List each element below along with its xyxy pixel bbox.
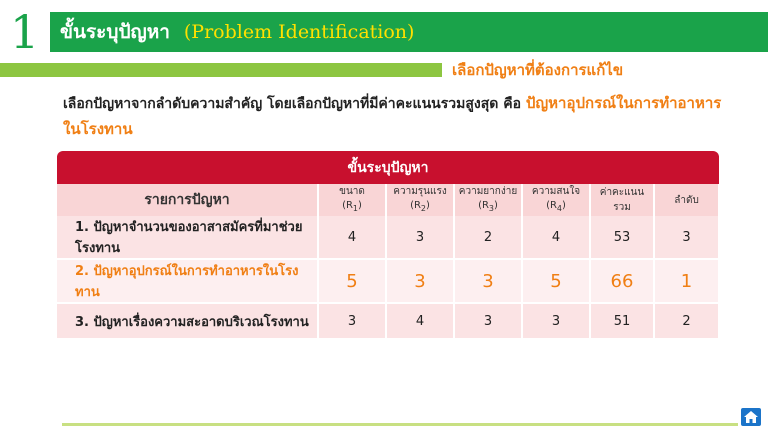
crit-label: ความรุนแรง	[393, 185, 447, 197]
row-rank: 3	[654, 216, 719, 259]
title-thai: ขั้นระบุปัญหา	[60, 21, 170, 43]
col-header-total: ค่าคะแนนรวม	[590, 184, 654, 216]
crit-label: ความสนใจ	[531, 185, 581, 197]
description-highlight: ปัญหาอุปกรณ์ในการทำอาหารในโรงทาน	[63, 94, 722, 138]
crit-label: ขนาด	[339, 185, 365, 197]
row-total: 51	[590, 303, 654, 339]
row-item: 1. ปัญหาจำนวนของอาสาสมัครที่มาช่วยโรงทาน	[57, 216, 318, 259]
col-header-rank: ลำดับ	[654, 184, 719, 216]
row-r2: 3	[386, 216, 454, 259]
col-header-r1: ขนาด $(R_1)$	[318, 184, 386, 216]
col-header-r4: ความสนใจ $(R_4)$	[522, 184, 590, 216]
footer-line	[62, 423, 738, 426]
row-rank: 2	[654, 303, 719, 339]
row-r3: 3	[454, 303, 522, 339]
row-total: 66	[590, 259, 654, 303]
table-caption: ขั้นระบุปัญหา	[57, 151, 719, 184]
col-header-item: รายการปัญหา	[57, 184, 318, 216]
problem-table	[57, 151, 720, 340]
row-item: 3. ปัญหาเรื่องความสะอาดบริเวณโรงทาน	[57, 303, 318, 339]
col-header-r3: ความยากง่าย $(R_3)$	[454, 184, 522, 216]
description-text: เลือกปัญหาจากลำดับความสำคัญ โดยเลือกปัญหาที่มีค่าคะแนนรวมสูงสุด คือ	[63, 96, 526, 112]
description	[63, 91, 723, 143]
row-r1: 5	[318, 259, 386, 303]
table-row-highlight	[57, 259, 719, 303]
subtitle: เลือกปัญหาที่ต้องการแก้ไข	[452, 61, 624, 79]
title-english: (Problem Identification)	[183, 21, 415, 43]
accent-bar	[0, 63, 442, 77]
row-total: 53	[590, 216, 654, 259]
row-r2: 4	[386, 303, 454, 339]
table-row	[57, 303, 719, 339]
row-r2: 3	[386, 259, 454, 303]
row-r1: 3	[318, 303, 386, 339]
crit-label: ความยากง่าย	[458, 185, 518, 197]
col-header-r2: ความรุนแรง $(R_2)$	[386, 184, 454, 216]
row-r4: 5	[522, 259, 590, 303]
row-r1: 4	[318, 216, 386, 259]
slide-number: 1	[10, 5, 40, 59]
row-rank: 1	[654, 259, 719, 303]
row-r3: 3	[454, 259, 522, 303]
row-r4: 3	[522, 303, 590, 339]
title-bar	[50, 12, 768, 52]
table-row	[57, 216, 719, 259]
row-r4: 4	[522, 216, 590, 259]
row-r3: 2	[454, 216, 522, 259]
row-item: 2. ปัญหาอุปกรณ์ในการทำอาหารในโรงทาน	[57, 259, 318, 303]
home-button[interactable]	[741, 408, 761, 426]
home-icon	[741, 408, 761, 426]
